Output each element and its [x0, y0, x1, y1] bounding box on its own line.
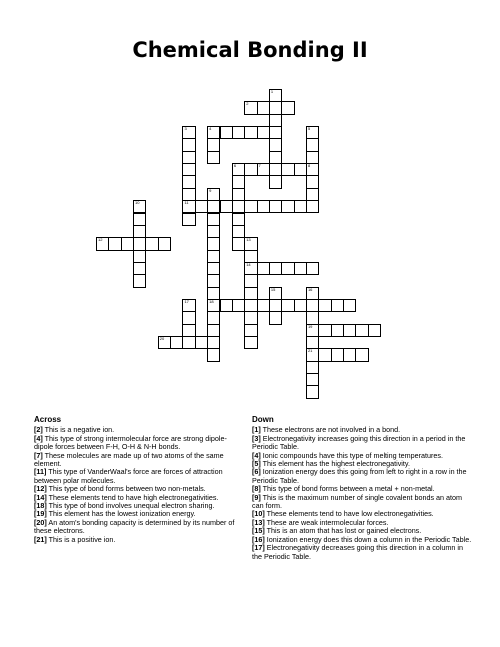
grid-cell[interactable] — [355, 324, 368, 337]
across-clue — [34, 435, 240, 452]
clue-text: This element has the lowest ionization energy. — [46, 509, 196, 519]
clue-number: [15] — [252, 526, 265, 536]
clue-number: [7] — [34, 450, 43, 460]
cell-number: 10 — [135, 200, 140, 206]
grid-cell[interactable] — [281, 101, 294, 114]
grid-cell[interactable] — [232, 163, 245, 176]
grid-cell[interactable] — [331, 299, 344, 312]
clue-number: [4] — [252, 450, 261, 460]
grid-cell[interactable] — [257, 200, 270, 213]
grid-cell[interactable] — [133, 237, 146, 250]
down-clue — [252, 435, 472, 452]
grid-cell[interactable] — [244, 250, 257, 263]
grid-cell[interactable] — [207, 138, 220, 151]
grid-cell[interactable] — [244, 299, 257, 312]
grid-cell[interactable] — [269, 311, 282, 324]
clue-number: [20] — [34, 517, 47, 527]
clue-number: [17] — [252, 543, 265, 553]
grid-cell[interactable] — [244, 324, 257, 337]
clue-text: This type of bond involves unequal electron sharing. — [46, 501, 215, 511]
cell-number: 7 — [258, 163, 261, 169]
grid-cell[interactable] — [207, 225, 220, 238]
grid-cell[interactable] — [207, 151, 220, 164]
clue-number: [14] — [34, 492, 47, 502]
cell-number: 3 — [184, 126, 187, 132]
grid-cell[interactable] — [306, 175, 319, 188]
clue-number: [18] — [34, 501, 47, 511]
across-clue — [34, 468, 240, 485]
grid-cell[interactable] — [145, 237, 158, 250]
cell-number: 6 — [233, 163, 237, 169]
grid-cell[interactable] — [257, 299, 270, 312]
grid-cell[interactable] — [96, 237, 109, 250]
grid-cell[interactable] — [207, 250, 220, 263]
grid-cell[interactable] — [269, 138, 282, 151]
clue-text: This is a positive ion. — [46, 534, 116, 544]
grid-cell[interactable] — [306, 336, 319, 349]
grid-cell[interactable] — [244, 336, 257, 349]
grid-cell[interactable] — [133, 225, 146, 238]
grid-cell[interactable] — [182, 188, 195, 201]
grid-cell[interactable] — [306, 361, 319, 374]
grid-cell[interactable] — [306, 262, 319, 275]
clue-text: This is a negative ion. — [42, 425, 115, 435]
grid-cell[interactable] — [294, 262, 307, 275]
grid-cell[interactable] — [207, 348, 220, 361]
clue-text: These elements tend to have high electronegativities. — [46, 492, 219, 502]
grid-cell[interactable] — [294, 200, 307, 213]
across-clues — [34, 416, 240, 544]
grid-cell[interactable] — [269, 299, 282, 312]
grid-cell[interactable] — [306, 126, 319, 139]
across-clue — [34, 452, 240, 469]
cell-number: 18 — [209, 298, 214, 304]
grid-cell[interactable] — [269, 114, 282, 127]
clue-text: These electrons are not involved in a bond. — [260, 425, 401, 435]
grid-cell[interactable] — [182, 163, 195, 176]
cell-number: 1 — [270, 89, 274, 94]
grid-cell[interactable] — [306, 311, 319, 324]
clue-number: [9] — [252, 492, 261, 502]
grid-cell[interactable] — [220, 299, 233, 312]
clue-text: This type of VanderWaal's force are forces of attraction between polar molecules. — [34, 467, 223, 485]
grid-cell[interactable] — [232, 175, 245, 188]
grid-cell[interactable] — [207, 262, 220, 275]
grid-cell[interactable] — [220, 200, 233, 213]
clue-number: [4] — [34, 433, 43, 443]
grid-cell[interactable] — [182, 138, 195, 151]
cell-number: 17 — [184, 298, 189, 304]
grid-cell[interactable] — [133, 213, 146, 226]
clue-text: Ionization energy does this going from left to right in a row in the Periodic Table. — [252, 467, 467, 485]
grid-cell[interactable] — [269, 89, 282, 102]
grid-cell[interactable] — [244, 274, 257, 287]
cell-number: 12 — [98, 237, 103, 243]
cell-number: 8 — [307, 163, 311, 169]
clue-text: Electronegativity decreases going this direction in a column in the Periodic Table. — [252, 543, 463, 561]
grid-cell[interactable] — [207, 287, 220, 300]
grid-cell[interactable] — [207, 213, 220, 226]
grid-cell[interactable] — [281, 200, 294, 213]
clue-text: An atom's bonding capacity is determined by its number of these electrons. — [34, 517, 235, 536]
clue-number: [8] — [252, 484, 261, 494]
grid-cell[interactable] — [244, 237, 257, 250]
grid-cell[interactable] — [244, 126, 257, 139]
grid-cell[interactable] — [331, 348, 344, 361]
grid-cell[interactable] — [257, 262, 270, 275]
cell-number: 20 — [159, 336, 165, 341]
clue-text: These molecules are made up of two atoms of the same element. — [34, 450, 224, 469]
clue-text: Electronegativity increases going this direction in a period in the Periodic Table. — [252, 433, 466, 452]
grid-cell[interactable] — [269, 200, 282, 213]
clue-number: [11] — [34, 467, 47, 477]
grid-cell[interactable] — [207, 200, 220, 213]
cell-number: 2 — [246, 101, 249, 107]
grid-cell[interactable] — [207, 274, 220, 287]
cell-number: 13 — [246, 237, 251, 243]
grid-cell[interactable] — [220, 126, 233, 139]
cell-number: 15 — [270, 286, 276, 292]
across-heading: Across — [34, 415, 62, 424]
grid-cell[interactable] — [306, 287, 319, 300]
down-clues — [252, 416, 472, 561]
clue-number: [19] — [34, 509, 47, 519]
grid-cell[interactable] — [269, 262, 282, 275]
grid-cell[interactable] — [244, 163, 257, 176]
grid-cell[interactable] — [306, 151, 319, 164]
grid-cell[interactable] — [170, 336, 183, 349]
down-clue — [252, 494, 472, 511]
grid-cell[interactable] — [306, 348, 319, 361]
down-clue-list — [252, 426, 472, 561]
grid-cell[interactable] — [306, 138, 319, 151]
grid-cell[interactable] — [182, 324, 195, 337]
grid-cell[interactable] — [195, 336, 208, 349]
grid-cell[interactable] — [121, 237, 134, 250]
grid-cell[interactable] — [343, 324, 356, 337]
grid-cell[interactable] — [306, 200, 319, 213]
grid-cell[interactable] — [182, 175, 195, 188]
grid-cell[interactable] — [343, 299, 356, 312]
grid-cell[interactable] — [182, 311, 195, 324]
clue-number: [1] — [252, 425, 261, 435]
clue-number: [6] — [252, 467, 261, 477]
grid-cell[interactable] — [269, 126, 282, 139]
cell-number: 4 — [209, 126, 212, 132]
grid-cell[interactable] — [207, 237, 220, 250]
grid-cell[interactable] — [269, 163, 282, 176]
grid-cell[interactable] — [133, 262, 146, 275]
cell-number: 19 — [307, 323, 313, 329]
grid-cell[interactable] — [182, 126, 195, 139]
clue-number: [10] — [252, 509, 265, 519]
down-clue — [252, 544, 472, 561]
clue-text: These elements tend to have low electronegativities. — [264, 509, 434, 519]
grid-cell[interactable] — [133, 274, 146, 287]
grid-cell[interactable] — [318, 324, 331, 337]
grid-cell[interactable] — [257, 101, 270, 114]
grid-cell[interactable] — [343, 348, 356, 361]
grid-cell[interactable] — [244, 200, 257, 213]
clue-text: Ionic compounds have this type of melting temperatures. — [260, 450, 443, 460]
across-clue-list — [34, 426, 240, 544]
clue-number: [16] — [252, 534, 265, 544]
grid-cell[interactable] — [281, 262, 294, 275]
cell-number: 14 — [246, 261, 251, 267]
grid-cell[interactable] — [232, 213, 245, 226]
across-clue — [34, 519, 240, 536]
grid-cell[interactable] — [306, 324, 319, 337]
clue-text: These are weak intermolecular forces. — [264, 517, 389, 527]
grid-cell[interactable] — [182, 299, 195, 312]
grid-cell[interactable] — [269, 151, 282, 164]
clue-number: [12] — [34, 484, 47, 494]
grid-cell[interactable] — [306, 385, 319, 398]
cell-number: 11 — [184, 200, 189, 206]
grid-cell[interactable] — [294, 299, 307, 312]
grid-cell[interactable] — [232, 225, 245, 238]
cell-number: 5 — [307, 126, 311, 132]
grid-cell[interactable] — [207, 126, 220, 139]
grid-cell[interactable] — [182, 200, 195, 213]
grid-cell[interactable] — [195, 200, 208, 213]
grid-cell[interactable] — [158, 237, 171, 250]
grid-cell[interactable] — [306, 163, 319, 176]
grid-cell[interactable] — [368, 324, 381, 337]
cell-number: 16 — [307, 286, 313, 292]
grid-cell[interactable] — [182, 151, 195, 164]
clue-number: [13] — [252, 517, 265, 527]
grid-cell[interactable] — [331, 324, 344, 337]
grid-cell[interactable] — [133, 200, 146, 213]
grid-cell[interactable] — [207, 324, 220, 337]
clue-number: [3] — [252, 433, 261, 443]
grid-cell[interactable] — [355, 348, 368, 361]
clue-number: [5] — [252, 459, 261, 469]
grid-cell[interactable] — [306, 188, 319, 201]
clue-number: [21] — [34, 534, 47, 544]
grid-cell[interactable] — [257, 163, 270, 176]
clue-text: This type of bond forms between a metal + non-metal. — [260, 484, 435, 494]
page-title: Chemical Bonding II — [132, 38, 368, 62]
grid-cell[interactable] — [232, 126, 245, 139]
grid-cell[interactable] — [108, 237, 121, 250]
grid-cell[interactable] — [232, 200, 245, 213]
cell-number: 21 — [307, 348, 313, 354]
grid-cell[interactable] — [281, 299, 294, 312]
grid-cell[interactable] — [182, 213, 195, 226]
down-heading: Down — [252, 415, 274, 424]
clue-text: This is an atom that has lost or gained electrons. — [264, 526, 422, 536]
grid-cell[interactable] — [244, 311, 257, 324]
grid-cell[interactable] — [281, 163, 294, 176]
grid-cell[interactable] — [207, 311, 220, 324]
grid-cell[interactable] — [318, 348, 331, 361]
grid-cell[interactable] — [269, 175, 282, 188]
clue-text: This type of bond forms between two non-metals. — [46, 484, 206, 494]
cell-number: 9 — [209, 187, 212, 193]
clue-text: Ionization energy does this down a column in the Periodic Table. — [264, 534, 472, 544]
grid-cell[interactable] — [232, 188, 245, 201]
grid-cell[interactable] — [257, 126, 270, 139]
grid-cell[interactable] — [306, 373, 319, 386]
grid-cell[interactable] — [133, 250, 146, 263]
grid-cell[interactable] — [207, 336, 220, 349]
down-clue — [252, 468, 472, 485]
across-clue — [34, 536, 240, 544]
grid-cell[interactable] — [244, 287, 257, 300]
grid-cell[interactable] — [244, 262, 257, 275]
grid-cell[interactable] — [158, 336, 171, 349]
grid-cell[interactable] — [269, 101, 282, 114]
grid-cell[interactable] — [244, 101, 257, 114]
clue-number: [2] — [34, 425, 43, 435]
grid-cell[interactable] — [318, 299, 331, 312]
grid-cell[interactable] — [294, 163, 307, 176]
grid-cell[interactable] — [232, 237, 245, 250]
clue-text: This element has the highest electronegativity. — [260, 459, 410, 469]
grid-cell[interactable] — [306, 299, 319, 312]
grid-cell[interactable] — [269, 287, 282, 300]
grid-cell[interactable] — [232, 299, 245, 312]
grid-cell[interactable] — [207, 188, 220, 201]
grid-cell[interactable] — [207, 299, 220, 312]
clue-text: This type of strong intermolecular force are strong dipole-dipole forces between F-H, O-H & N-H bonds. — [34, 433, 227, 452]
clue-text: This is the maximum number of single covalent bonds an atom can form. — [252, 492, 463, 511]
grid-cell[interactable] — [182, 336, 195, 349]
